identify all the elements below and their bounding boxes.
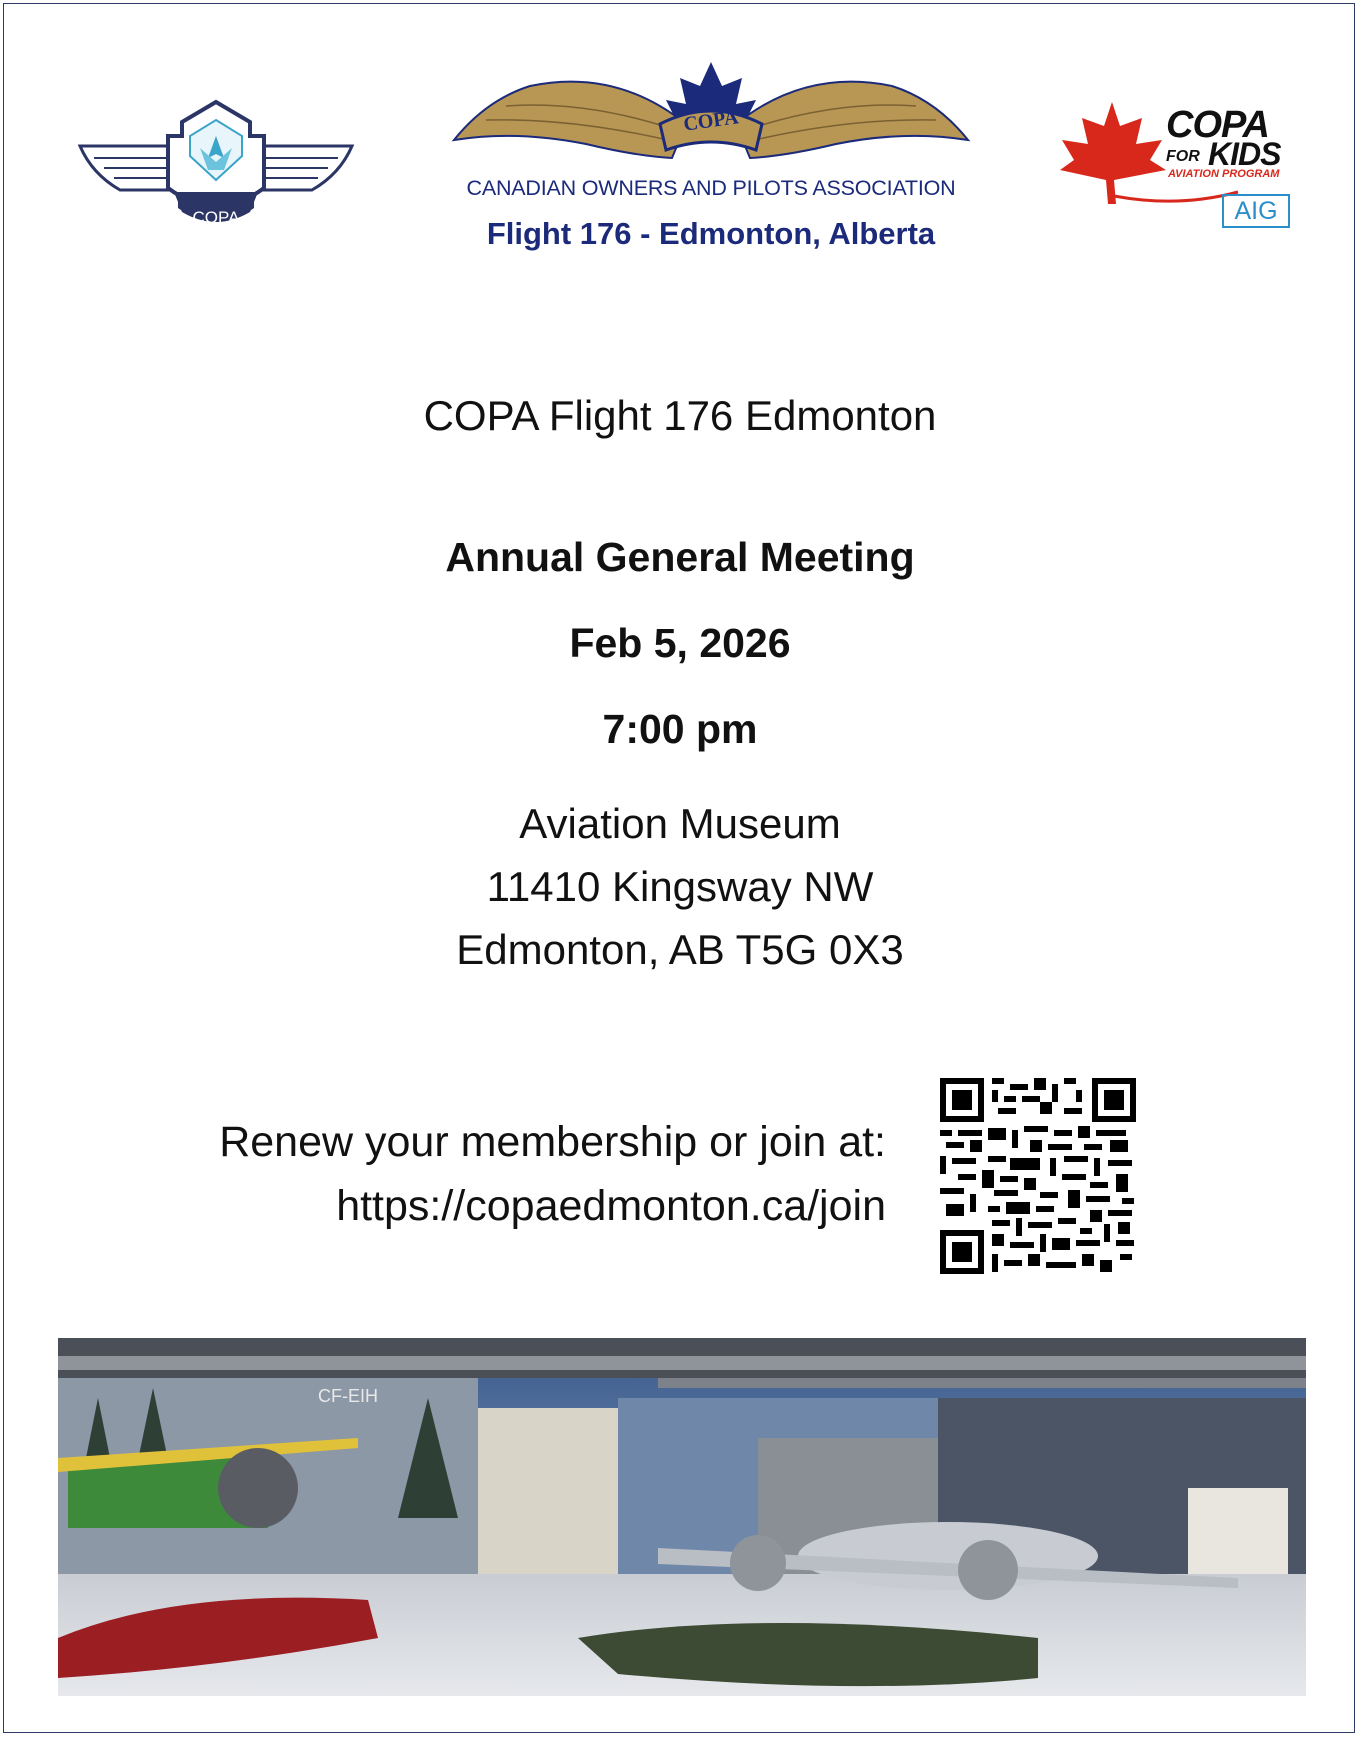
copa-kids-for: FOR (1166, 148, 1200, 165)
copa-kids-program: AVIATION PROGRAM (1168, 168, 1280, 180)
qr-code-icon[interactable] (940, 1078, 1136, 1274)
venue-name: Aviation Museum (519, 800, 841, 847)
copa-wings-logo-text: COPA (192, 208, 240, 227)
event-address (0, 792, 1360, 981)
membership-url[interactable]: https://copaedmonton.ca/join (336, 1182, 886, 1230)
svg-text:CF-EIH: CF-EIH (318, 1386, 378, 1406)
copa-kids-kids: KIDS (1208, 136, 1281, 172)
membership-prompt: Renew your membership or join at: (219, 1118, 886, 1166)
venue-city: Edmonton, AB T5G 0X3 (456, 926, 904, 973)
event-group-name: COPA Flight 176 Edmonton (423, 392, 937, 439)
event-time: 7:00 pm (602, 706, 758, 752)
aviation-museum-photo (58, 1338, 1306, 1696)
organization-name: CANADIAN OWNERS AND PILOTS ASSOCIATION (466, 176, 956, 200)
event-title: Annual General Meeting (445, 534, 915, 580)
aig-sponsor-logo: AIG (1222, 194, 1290, 228)
venue-street: 11410 Kingsway NW (486, 863, 874, 910)
copa-kids-title: COPA (1166, 104, 1269, 146)
maple-leaf-icon (1060, 102, 1166, 204)
copa-badge-text: COPA (682, 106, 740, 136)
flight-location: Flight 176 - Edmonton, Alberta (486, 216, 936, 251)
event-date: Feb 5, 2026 (569, 620, 791, 666)
